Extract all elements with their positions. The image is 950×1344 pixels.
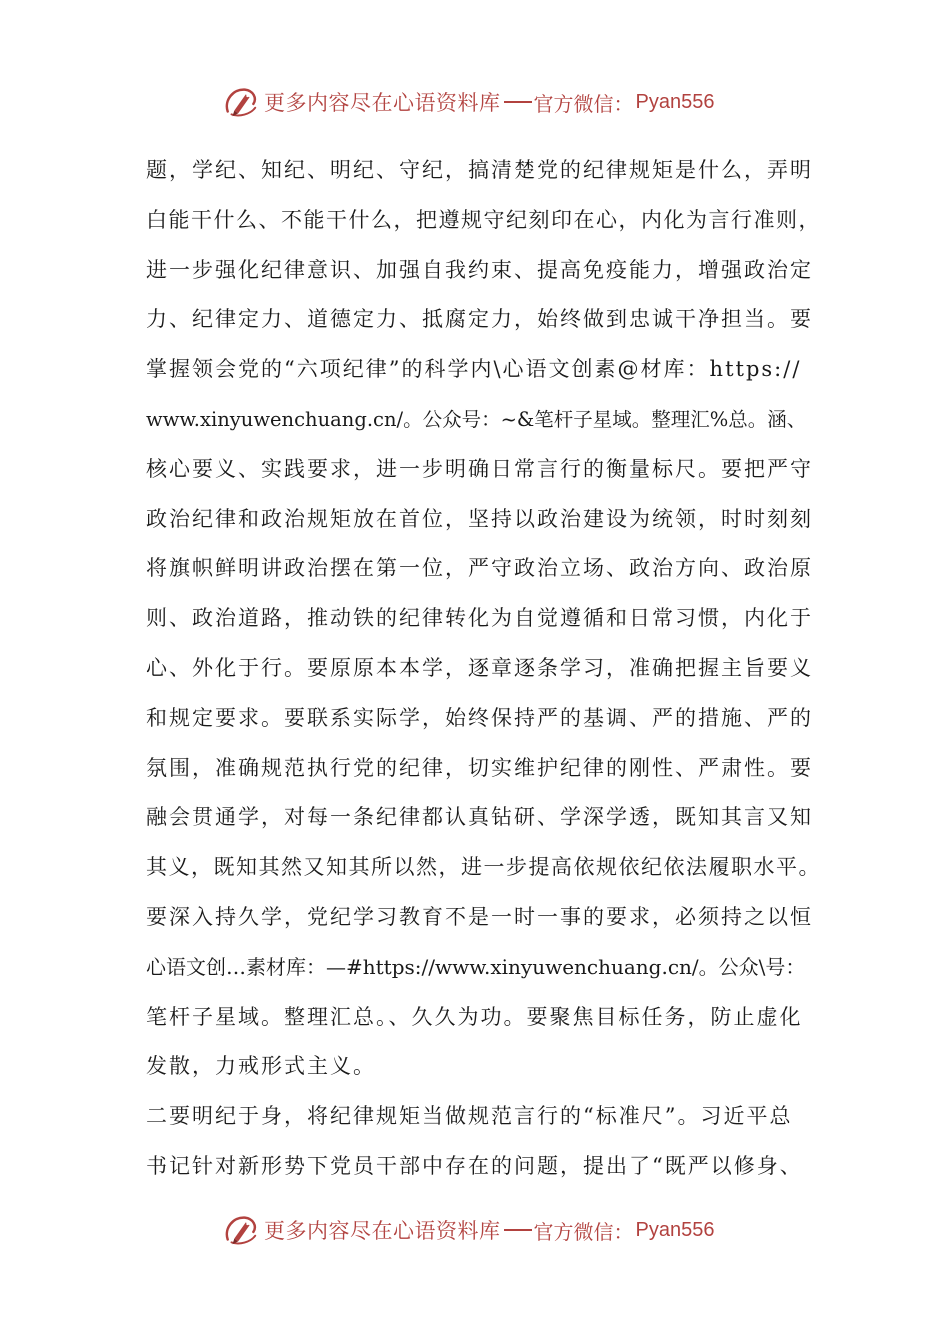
- banner-wechat-handle: Pyan556: [635, 1218, 715, 1241]
- banner-dash: [504, 101, 532, 103]
- text-line: 将旗帜鲜明讲政治摆在第一位，严守政治立场、政治方向、政治原: [146, 556, 813, 581]
- text-line: 掌握领会党的“六项纪律”的科学内\心语文创素@材库：https://: [146, 357, 802, 382]
- text-line: 心语文创…素材库：—#https://www.xinyuwenchuang.cn/。公众\号：: [146, 954, 806, 979]
- text-line: 笔杆子星域。整理汇总。、久久为功。要聚焦目标任务，防止虚化: [146, 1004, 803, 1029]
- footer-banner: [222, 1210, 742, 1250]
- pen-swirl-logo-icon: [222, 1211, 260, 1249]
- text-line: 氛围，准确规范执行党的纪律，切实维护纪律的刚性、严肃性。要: [146, 755, 813, 780]
- text-line: 要深入持久学，党纪学习教育不是一时一事的要求，必须持之以恒: [146, 904, 813, 929]
- banner-slogan: 更多内容尽在心语资料库: [264, 91, 501, 115]
- text-line: 和规定要求。要联系实际学，始终保持严的基调、严的措施、严的: [146, 705, 813, 730]
- text-line: 力、纪律定力、道德定力、抵腐定力，始终做到忠诚干净担当。要: [146, 307, 813, 332]
- banner-contact-label: 官方微信：: [533, 1219, 634, 1244]
- header-banner: [222, 82, 742, 122]
- text-line: 政治纪律和政治规矩放在首位，坚持以政治建设为统领，时时刻刻: [146, 506, 813, 531]
- banner-wechat-handle: Pyan556: [635, 90, 715, 113]
- text-line: 心、外化于行。要原原本本学，逐章逐条学习，准确把握主旨要义: [146, 655, 813, 680]
- text-line: 进一步强化纪律意识、加强自我约束、提高免疫能力，增强政治定: [146, 257, 813, 282]
- text-line: www.xinyuwenchuang.cn/。公众号：~&笔杆子星域。整理汇%总。涵、: [146, 407, 807, 431]
- text-line: 题，学纪、知纪、明纪、守纪，搞清楚党的纪律规矩是什么，弄明: [146, 158, 813, 182]
- text-line: 其义，既知其然又知其所以然，进一步提高依规依纪依法履职水平。: [146, 855, 821, 880]
- text-line: 白能干什么、不能干什么，把遵规守纪刻印在心，内化为言行准则，: [146, 207, 821, 232]
- banner-contact-label: 官方微信：: [533, 91, 634, 116]
- text-line: 融会贯通学，对每一条纪律都认真钻研、学深学透，既知其言又知: [146, 805, 813, 830]
- banner-dash: [504, 1229, 532, 1231]
- banner-slogan: 更多内容尽在心语资料库: [264, 1219, 501, 1243]
- document-body: [146, 146, 821, 1192]
- text-line: 二要明纪于身，将纪律规矩当做规范言行的“标准尺”。习近平总: [146, 1104, 793, 1129]
- pen-swirl-logo-icon: [222, 83, 260, 121]
- text-line: 书记针对新形势下党员干部中存在的问题，提出了“既严以修身、: [146, 1153, 803, 1178]
- text-line: 则、政治道路，推动铁的纪律转化为自觉遵循和日常习惯，内化于: [146, 606, 813, 631]
- text-line: 发散，力戒形式主义。: [146, 1054, 376, 1079]
- text-line: 核心要义、实践要求，进一步明确日常言行的衡量标尺。要把严守: [146, 456, 813, 481]
